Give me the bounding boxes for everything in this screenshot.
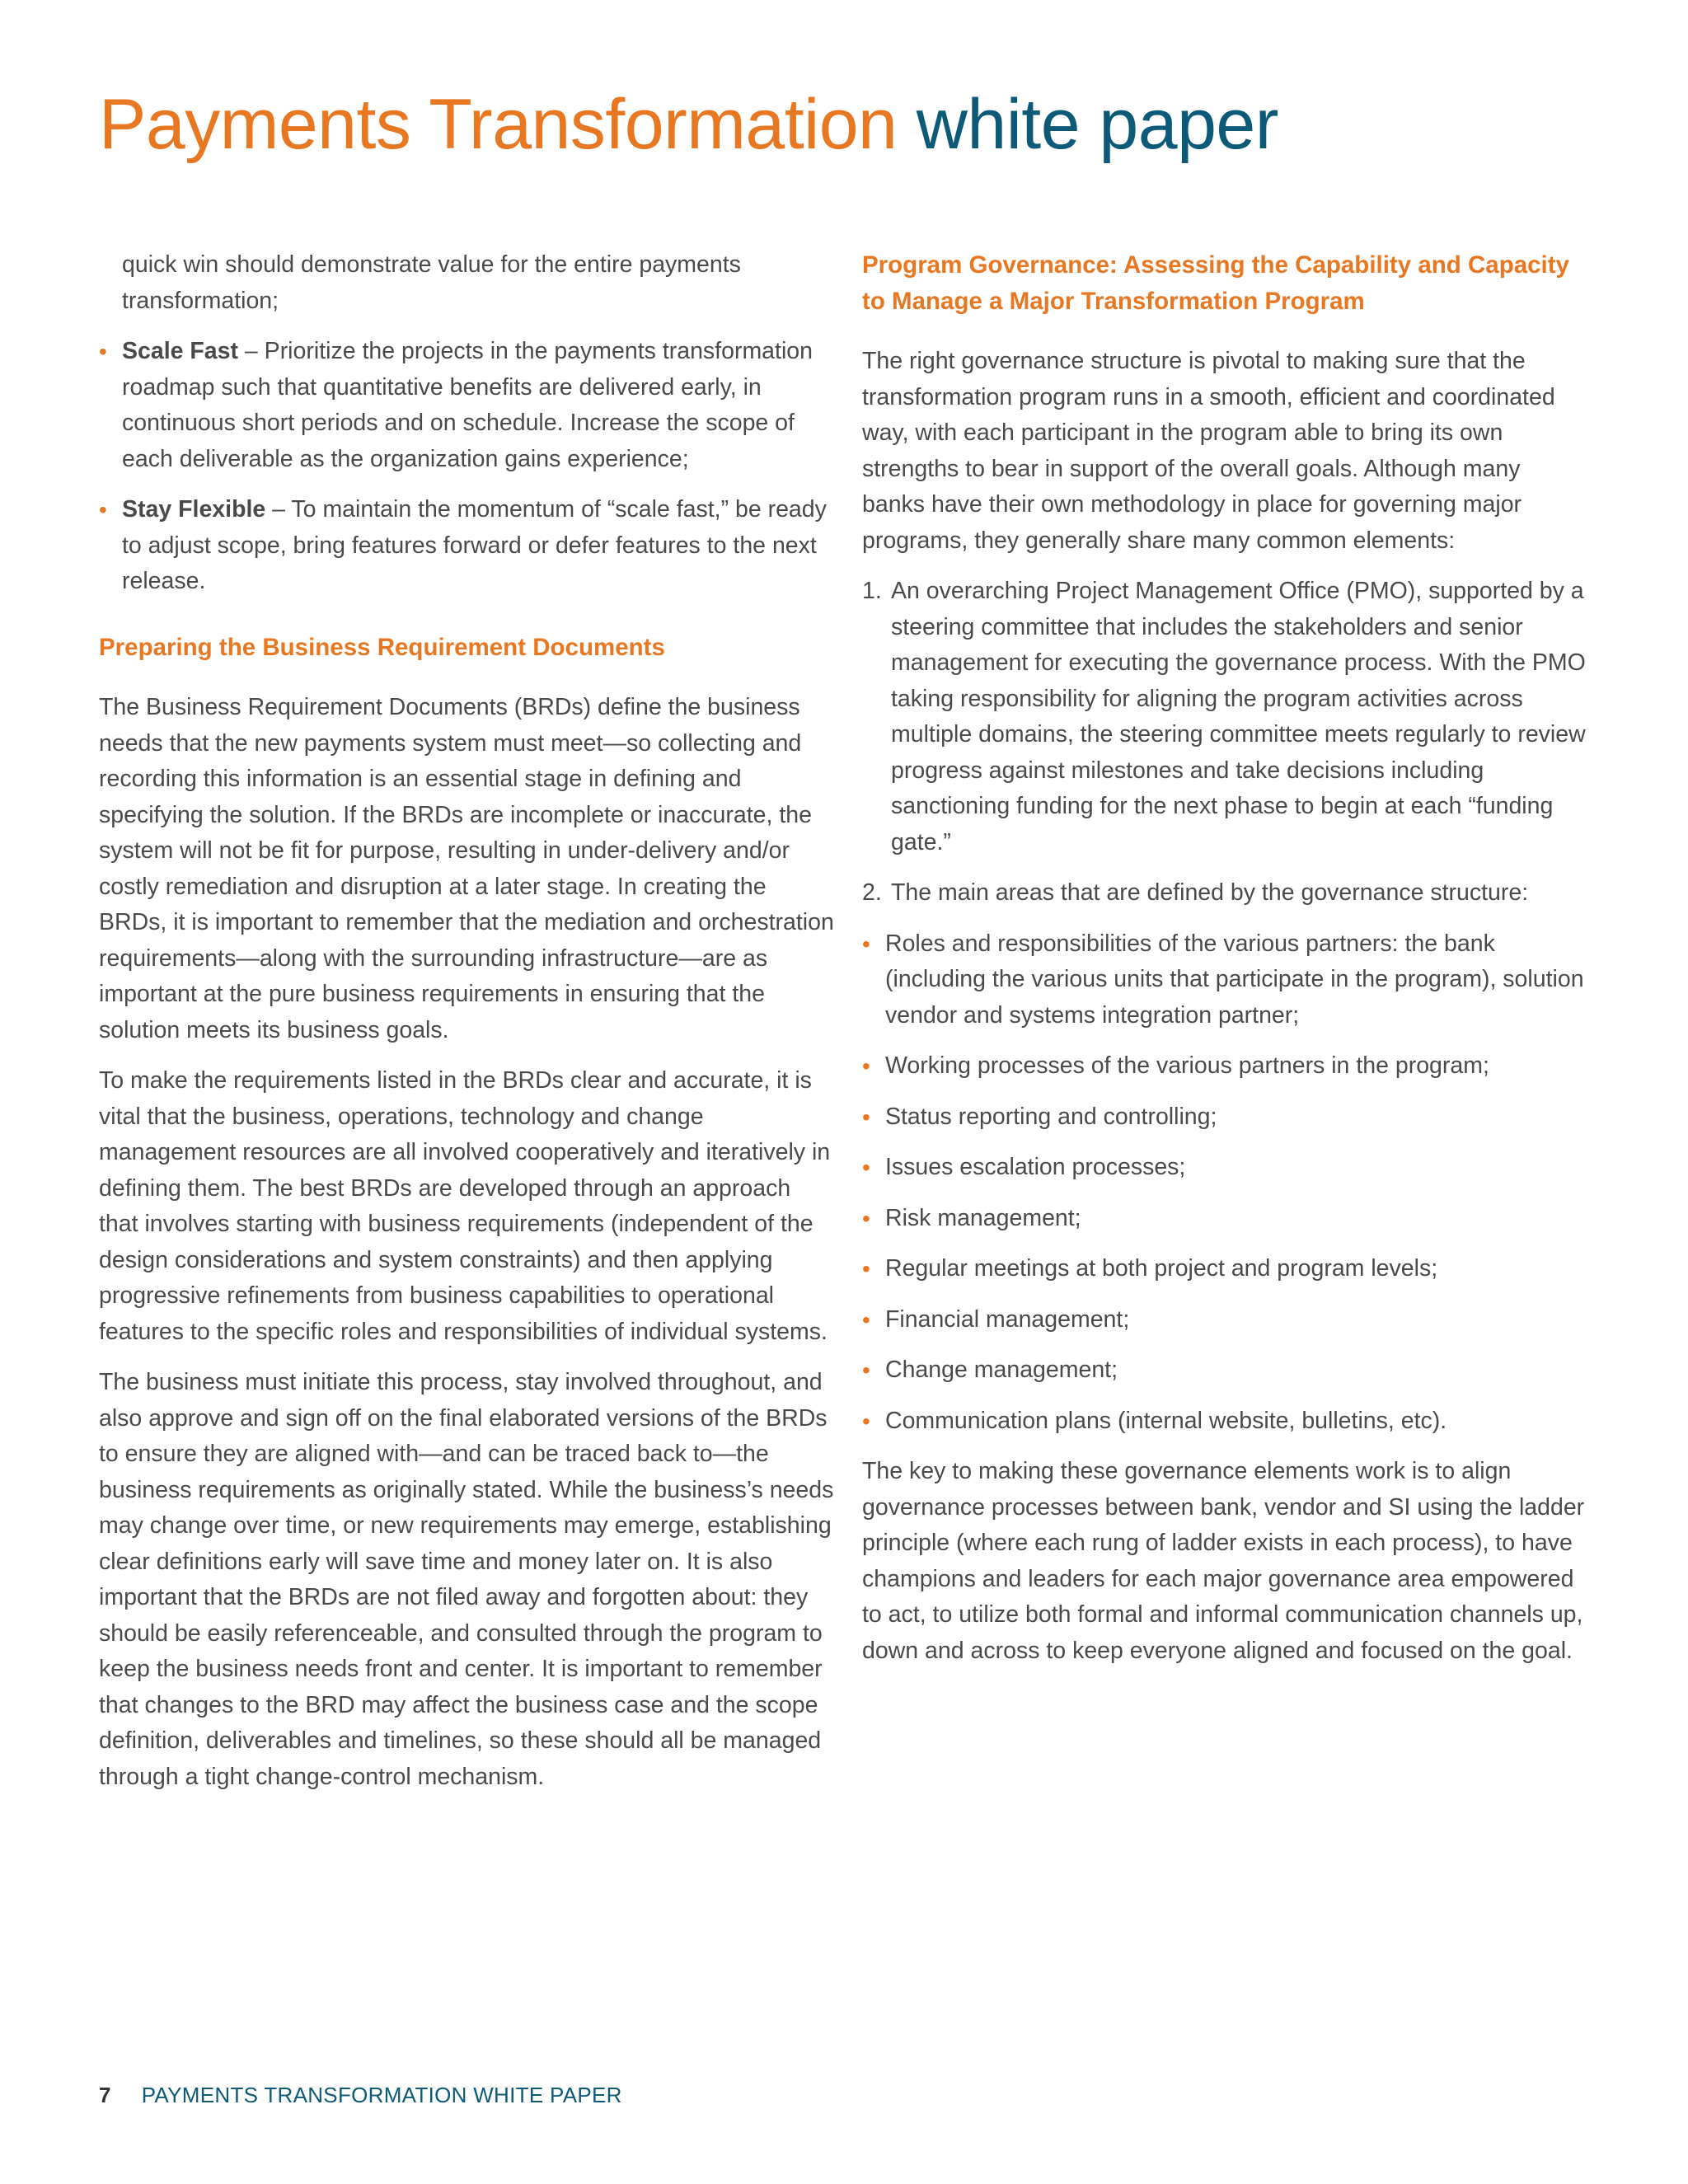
section-heading-governance: Program Governance: Assessing the Capability and Capacity to Manage a Major Transformation Program	[862, 251, 1569, 315]
list-item-text: Status reporting and controlling;	[885, 1103, 1217, 1130]
list-item	[862, 1404, 1587, 1440]
item-number: 2.	[862, 879, 882, 906]
bullet-item-scale-fast	[99, 334, 834, 477]
numbered-item	[862, 875, 1587, 912]
list-item-text: Regular meetings at both project and program levels;	[885, 1255, 1438, 1282]
bullet-dot-icon: •	[862, 1357, 870, 1383]
bullet-dot-icon: •	[862, 1306, 870, 1333]
list-item-text: Working processes of the various partners in the program;	[885, 1052, 1489, 1079]
list-item	[862, 1099, 1587, 1136]
bullet-text: – Prioritize the projects in the payments transformation roadmap such that quantitative benefits are delivered early, in continuous short periods and on schedule. Increase the scope of each deliverable as the organization gains experience;	[122, 338, 813, 472]
bullet-continuation: quick win should demonstrate value for the entire payments transformation;	[122, 251, 741, 314]
item-text: The main areas that are defined by the governance structure:	[891, 879, 1529, 906]
bullet-dot-icon: •	[862, 1155, 870, 1180]
bullet-dot-icon: •	[862, 1205, 870, 1231]
bullet-dot-icon: •	[862, 1104, 870, 1130]
list-item-text: Financial management;	[885, 1305, 1130, 1333]
bullet-dot-icon: •	[862, 930, 870, 957]
right-column	[862, 247, 1587, 1684]
item-number: 1.	[862, 578, 882, 604]
bullet-dot-icon: •	[862, 1053, 870, 1079]
list-item-text: Issues escalation processes;	[885, 1154, 1186, 1180]
bullet-item-stay-flexible	[99, 492, 834, 600]
left-column	[99, 247, 834, 1810]
footer-title: PAYMENTS TRANSFORMATION WHITE PAPER	[141, 2083, 622, 2107]
bullet-term: Scale Fast	[122, 338, 238, 364]
bullet-dot-icon: •	[99, 497, 107, 523]
paragraph: The key to making these governance elements work is to align governance processes between bank, vendor and SI using the ladder principle (where each rung of ladder exists in each process), to have champions and leaders for each major governance area empowered to act, to utilize both formal and informal communication channels up, down and across to keep everyone aligned and focused on the goal.	[862, 1458, 1585, 1664]
paragraph: To make the requirements listed in the BRDs clear and accurate, it is vital that the business, operations, technology and change management resources are all involved cooperatively and iteratively in defining them. The best BRDs are developed through an approach that involves starting with business requirements (independent of the design considerations and system constraints) and then applying progressive refinements from business capabilities to operational features to the specific roles and responsibilities of individual systems.	[99, 1067, 831, 1345]
numbered-item	[862, 574, 1587, 860]
paragraph: The Business Requirement Documents (BRDs) define the business needs that the new payments system must meet—so collecting and recording this information is an essential stage in defining and specifying the solution. If the BRDs are incomplete or inaccurate, the system will not be fit for purpose, resulting in under-delivery and/or costly remediation and disruption at a later stage. In creating the BRDs, it is important to remember that the mediation and orchestration requirements—along with the surrounding infrastructure—are as important at the pure business requirements in ensuring that the solution meets its business goals.	[99, 694, 834, 1043]
list-item-text: Risk management;	[885, 1204, 1081, 1231]
page-title-secondary: white paper	[916, 85, 1278, 164]
bullet-dot-icon: •	[862, 1256, 870, 1282]
item-text: An overarching Project Management Office (PMO), supported by a steering committee that includes the stakeholders and senior management for executing the governance process. With the PMO taking responsibility for aligning the program activities across multiple domains, the steering committee meets regularly to review progress against milestones and take decisions including sanctioning funding for the next phase to begin at each “funding gate.”	[891, 578, 1586, 855]
page-title	[99, 82, 1278, 167]
list-item	[862, 926, 1587, 1034]
list-item	[862, 1251, 1587, 1287]
list-item-text: Roles and responsibilities of the various partners: the bank (including the various units that participate in the program), solution vendor and systems integration partner;	[885, 930, 1584, 1029]
paragraph: The business must initiate this process, stay involved throughout, and also approve and sign off on the final elaborated versions of the BRDs to ensure they are aligned with—and can be traced back to—the business requirements as originally stated. While the business’s needs may change over time, or new requirements may emerge, establishing clear definitions early will save time and money later on. It is also important that the BRDs are not filed away and forgotten about: they should be easily referenceable, and consulted through the program to keep the business needs front and center. It is important to remember that changes to the BRD may affect the business case and the scope definition, deliverables and timelines, so these should all be managed through a tight change-control mechanism.	[99, 1369, 834, 1790]
bullet-term: Stay Flexible	[122, 496, 266, 523]
section-heading-brd: Preparing the Business Requirement Documents	[99, 633, 665, 661]
paragraph: The right governance structure is pivotal to making sure that the transformation program runs in a smooth, efficient and coordinated way, with each participant in the program able to bring its own strengths to bear in support of the overall goals. Although many banks have their own methodology in place for governing major programs, they generally share many common elements:	[862, 348, 1555, 554]
list-item	[862, 1302, 1587, 1338]
list-item-text: Communication plans (internal website, bulletins, etc).	[885, 1407, 1447, 1434]
list-item	[862, 1150, 1587, 1186]
bullet-dot-icon: •	[99, 339, 107, 364]
list-item	[862, 1048, 1587, 1085]
list-item-text: Change management;	[885, 1357, 1118, 1383]
list-item	[862, 1201, 1587, 1237]
list-item	[862, 1352, 1587, 1389]
bullet-text: – To maintain the momentum of “scale fast,” be ready to adjust scope, bring features forward or defer features to the next release.	[122, 496, 827, 594]
page-number: 7	[99, 2083, 111, 2107]
page-footer	[99, 2079, 622, 2111]
page-title-primary: Payments Transformation	[99, 85, 898, 164]
bullet-dot-icon: •	[862, 1408, 870, 1434]
